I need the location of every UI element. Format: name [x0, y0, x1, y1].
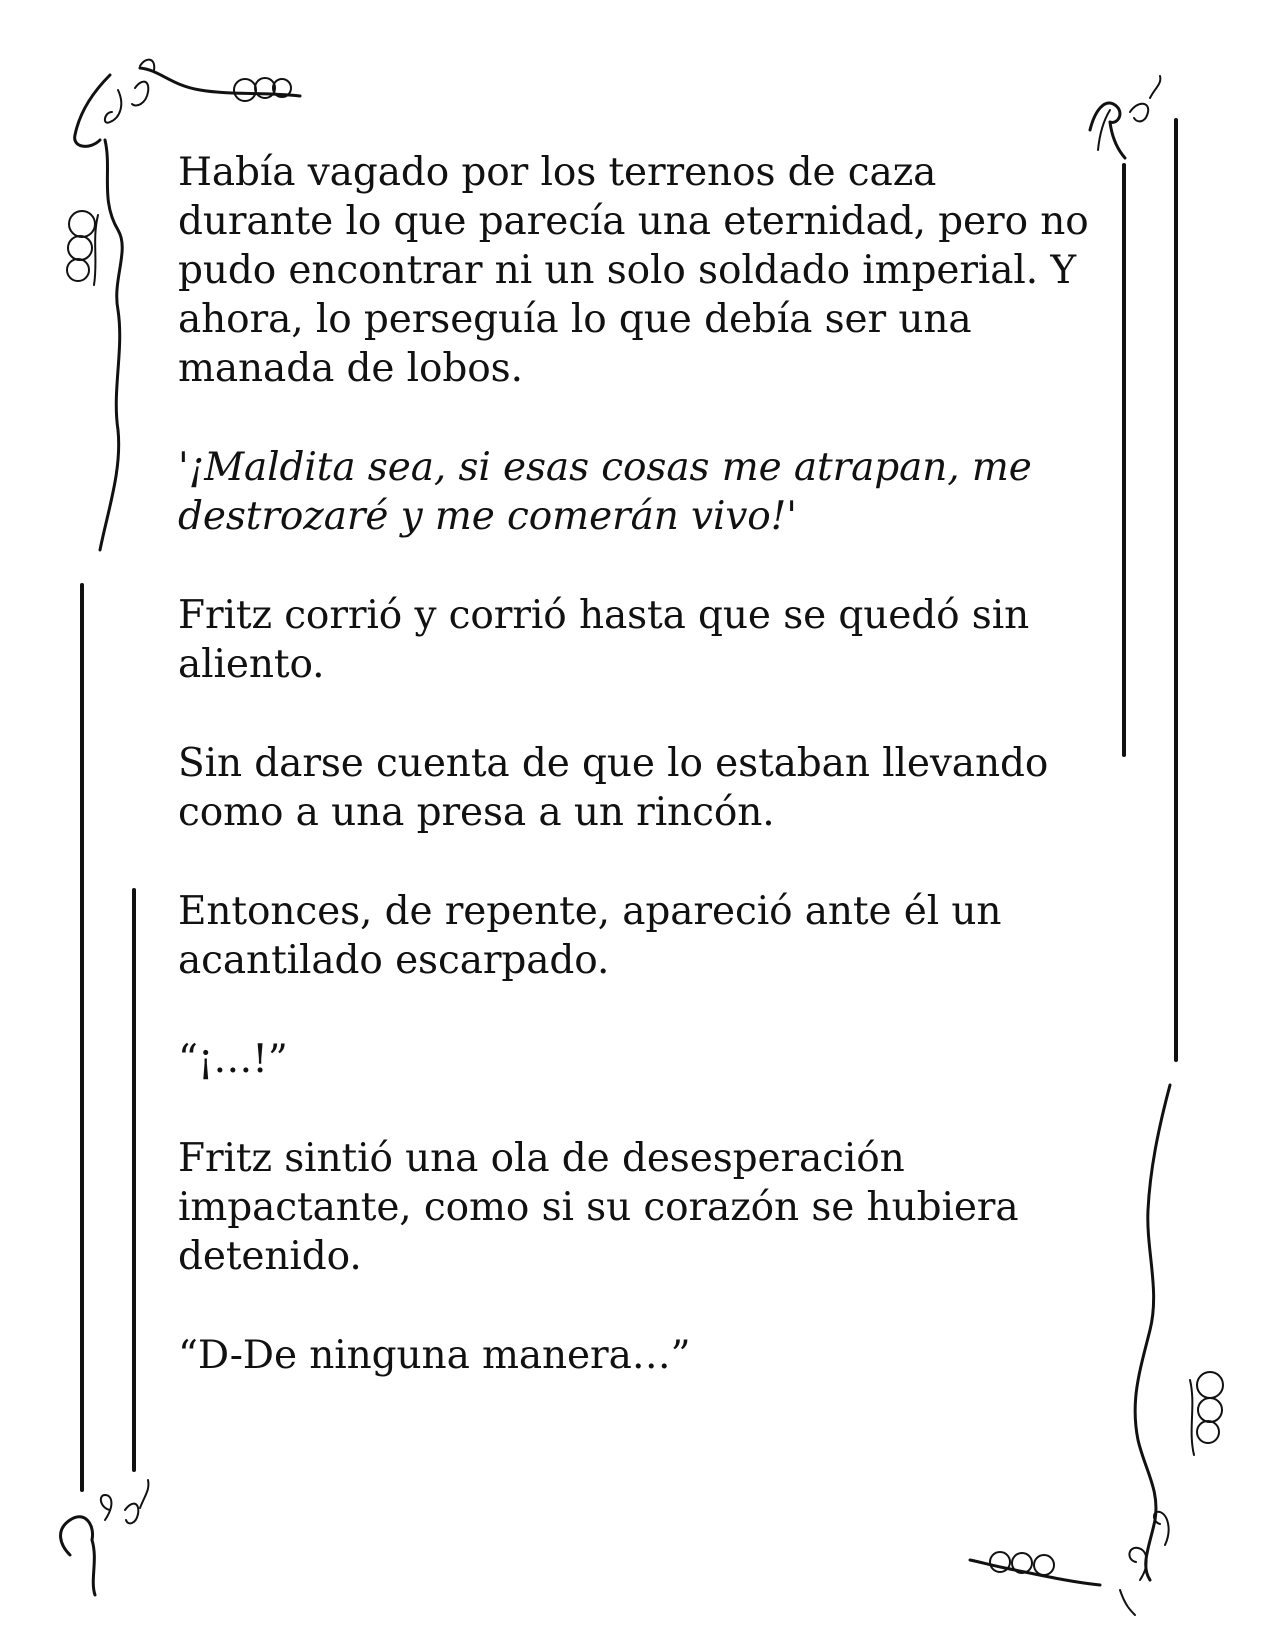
top-right-flourish-icon: [1090, 76, 1160, 158]
bottom-left-flourish-icon: [61, 1480, 149, 1595]
story-text: [178, 148, 1098, 1430]
paragraph-1: Había vagado por los terrenos de caza durante lo que parecía una eternidad, pero no pudo encontrar ni un solo soldado imperial. Y ahora, lo perseguía lo que debía ser una manada de lobos.: [178, 150, 1089, 391]
paragraph-2-thought: '¡Maldita sea, si esas cosas me atrapan, me destrozaré y me comerán vivo!': [178, 445, 1032, 539]
paragraph-5: Entonces, de repente, apareció ante él un acantilado escarpado.: [178, 889, 1002, 983]
paragraph-7: Fritz sintió una ola de desesperación impactante, como si su corazón se hubiera detenido.: [178, 1136, 1019, 1279]
paragraph-8-dialogue: “D-De ninguna manera…”: [178, 1333, 691, 1378]
paragraph-3: Fritz corrió y corrió hasta que se quedó sin aliento.: [178, 593, 1030, 687]
paragraph-4: Sin darse cuenta de que lo estaban llevando como a una presa a un rincón.: [178, 741, 1049, 835]
paragraph-6-exclamation: “¡…!”: [178, 1037, 288, 1082]
